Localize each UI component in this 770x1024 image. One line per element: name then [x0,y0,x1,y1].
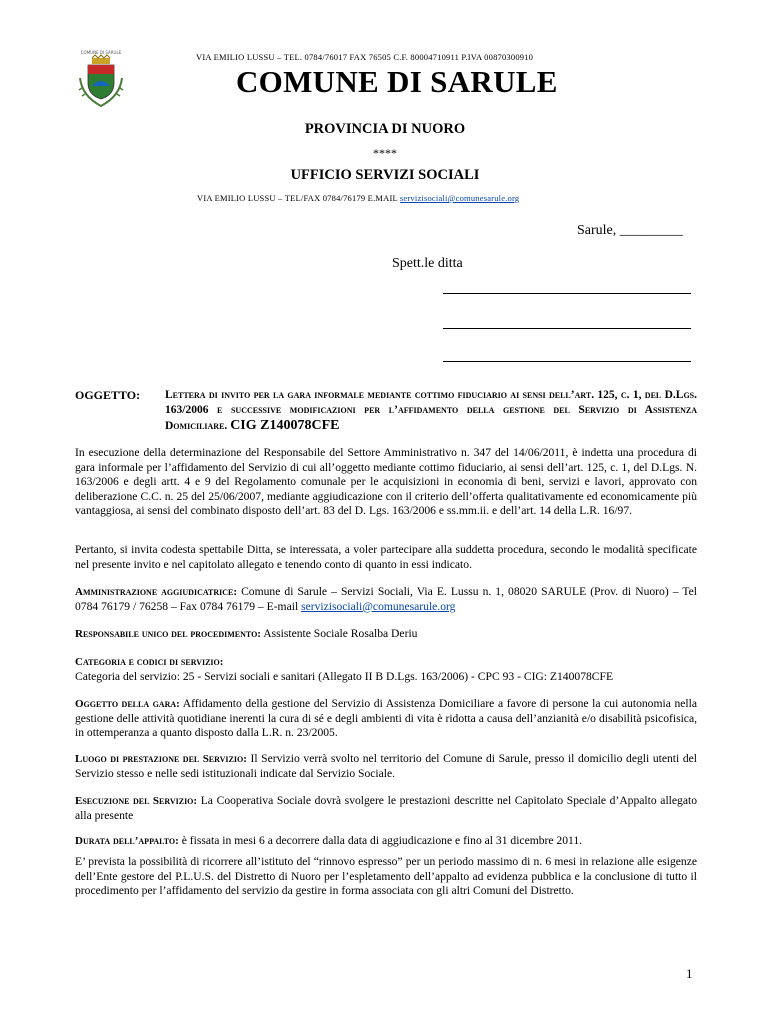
section-category [75,655,697,684]
municipal-crest [76,48,126,110]
tender-object-label: Oggetto della gara: [75,698,180,710]
section-manager [75,627,697,642]
subject-cig: CIG Z140078CFE [230,418,340,433]
execution-label: Esecuzione del Servizio: [75,795,198,807]
paragraph-invite-text: Pertanto, si invita codesta spettabile Ditta, se interessata, a voler partecipare alla suddetta procedura, secondo le modalità specificate nel presente invito e nel capitolato allegato e tenendo conto di quanto in essi indicato. [75,543,697,571]
recipient-greeting: Spett.le ditta [392,256,463,271]
paragraph-renewal-text: E’ prevista la possibilità di ricorrere all’istituto del “rinnovo espresso” per un periodo massimo di n. 6 mesi in relazione alle esigenze dell’Ente gestore del P.L.U.S. del Distretto di Nuoro per l’espletamento dell’appalto ad evidenza pubblica e la conclusione di tutto il procedimento per l’affidamento del servizio da gestire in forma associata con gli altri Comuni del Distretto. [75,855,697,897]
contracting-authority-label: Amministrazione aggiudicatrice: [75,586,238,598]
execution-text: La Cooperativa Sociale dovrà svolgere le prestazioni descritte nel Capitolato Speciale d’Appalto allegato alla presente [75,794,697,822]
duration-text: è fissata in mesi 6 a decorrere dalla data di aggiudicazione e fino al 31 dicembre 2011. [178,834,583,847]
paragraph-intro-text: In esecuzione della determinazione del Responsabile del Settore Amministrativo n. 347 del 14/06/2011, è indetta una procedura di gara informale per l’affidamento del Servizio di cui all’oggetto mediante cottimo fiduciario, ai sensi dell’art. 125, c. 1, del D.Lgs. N. 163/2006 e degli artt. 4 e 9 del Regolamento comunale per le acquisizioni in economia di beni, servizi e lavori, approvato con deliberazione C.C. n. 25 del 25/06/2007, mediante aggiudicazione con il criterio dell’offerta qualitativamente ed economicamente più vantaggiosa, ai sensi del combinato disposto dell’art. 83 del D. Lgs. 163/2006 e ss.mm.ii. e dell’art. 14 della L.R. 16/97. [75,446,697,517]
crest-image [76,48,126,110]
subject-body: Lettera di invito per la gara informale mediante cottimo fiduciario ai sensi dell’art. 125, c. 1, del D.Lgs. 163/2006 e successive modificazioni per l’affidamento della gestione del Servizio di Assistenza Domiciliare. [165,389,697,432]
category-text: Categoria del servizio: 25 - Servizi sociali e sanitari (Allegato II B D.Lgs. 163/2006) - CPC 93 - CIG: Z140078CFE [75,669,614,683]
subject-label: OGGETTO: [75,388,141,402]
subject-text [165,388,697,434]
separator-stars: **** [373,146,397,160]
duration-label: Durata dell’appalto: [75,835,179,847]
section-duration [75,834,697,849]
header-address: VIA EMILIO LUSSU – TEL. 0784/76017 FAX 76505 C.F. 80004710911 P.IVA 00870300910 [196,52,534,62]
address-line-1 [443,293,691,294]
paragraph-renewal [75,855,697,899]
address-line-2 [443,328,691,329]
office-contact [197,193,519,203]
office-heading: UFFICIO SERVIZI SOCIALI [290,167,480,183]
office-email-link[interactable]: servizisociali@comunesarule.org [399,193,520,203]
province-heading: PROVINCIA DI NUORO [304,121,466,137]
category-label: Categoria e codici di servizio: [75,656,224,668]
contracting-authority-text: Comune di Sarule – Servizi Sociali, Via E. Lussu n. 1, 08020 SARULE (Prov. di Nuoro) – Tel 0784 76179 / 76258 – Fax 0784 76179 – E-mail [75,585,697,613]
service-location-text: Il Servizio verrà svolto nel territorio del Comune di Sarule, presso il domicilio degli utenti del Servizio stesso e nelle sedi istituzionali indicate dal Servizio Sociale. [75,752,697,780]
date-line: Sarule, _________ [577,223,683,238]
section-contracting-authority [75,585,697,614]
section-service-location [75,752,697,781]
address-line-3 [443,361,691,362]
paragraph-invite [75,543,697,572]
manager-text: Assistente Sociale Rosalba Deriu [260,627,418,640]
tender-object-text: Affidamento della gestione del Servizio di Assistenza Domiciliare a favore di persone la cui autonomia nella gestione delle attività quotidiane inerenti la cura di sé e degli ambienti di vita è ridotta a causa dell’anzianità e/o disabilità psicofisica, in ottemperanza a quanto disposto dalla L.R. n. 23/2005. [75,697,698,739]
contracting-authority-email-link[interactable]: servizisociali@comunesarule.org [301,599,456,613]
office-contact-text: VIA EMILIO LUSSU – TEL/FAX 0784/76179 E.MAIL [197,193,400,203]
section-tender-object [75,697,697,741]
manager-label: Responsabile unico del procedimento: [75,628,261,640]
paragraph-intro [75,446,697,519]
page-number: 1 [686,966,693,981]
section-execution [75,794,697,823]
crest-lettering: COMUNE DI SARULE [80,50,122,55]
service-location-label: Luogo di prestazione del Servizio: [75,753,247,765]
page-title: COMUNE DI SARULE [236,64,558,99]
